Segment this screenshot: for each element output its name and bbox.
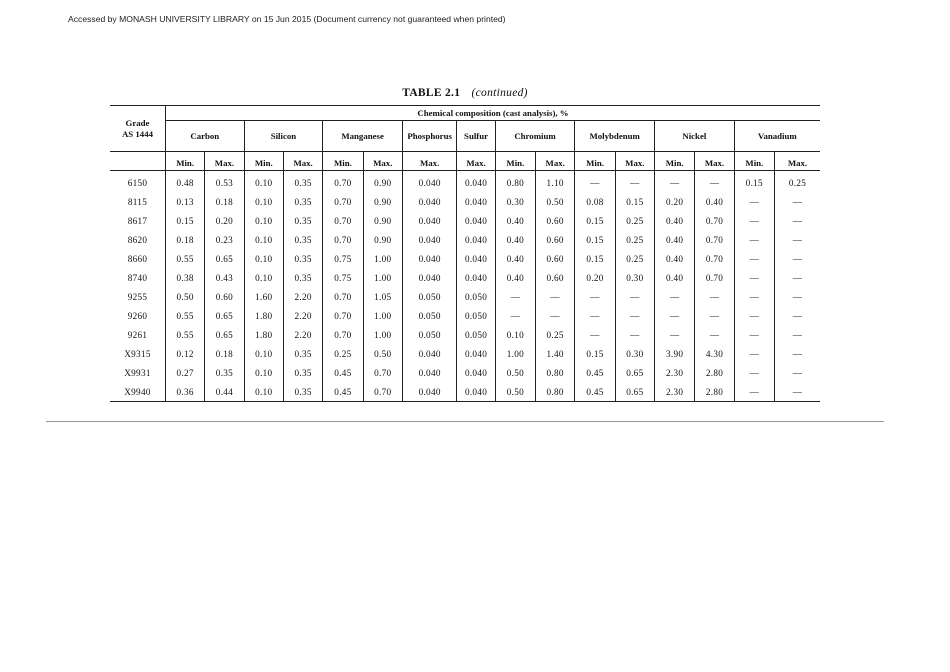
molybdenum-max-cell: 0.25 [615,211,654,230]
chromium-max-cell: 0.25 [536,325,575,344]
carbon-max-cell: 0.23 [205,230,244,249]
molybdenum-max-cell: 0.25 [615,249,654,268]
silicon-min-cell: 0.10 [244,268,283,287]
molybdenum-min-cell: — [575,325,615,344]
nickel-max-cell: 2.80 [695,382,734,402]
carbon-min-cell: 0.55 [165,249,204,268]
vanadium-max-cell: — [774,268,820,287]
molybdenum-min-cell: 0.20 [575,268,615,287]
phosphorus-header: Phosphorus [402,121,456,152]
silicon-min-cell: 1.60 [244,287,283,306]
carbon-max-cell: 0.18 [205,344,244,363]
vanadium-min-cell: — [734,230,774,249]
molybdenum-max-cell: — [615,306,654,325]
silicon-min-cell: 0.10 [244,192,283,211]
manganese-max-cell: 0.70 [363,382,402,402]
molybdenum-min-cell: 0.08 [575,192,615,211]
molybdenum-max-cell: — [615,287,654,306]
grade-cell: 9260 [127,310,148,321]
nickel-max-header: Max. [695,152,734,171]
chromium-min-cell: 0.40 [495,268,535,287]
vanadium-min-cell: 0.15 [734,171,774,193]
manganese-min-cell: 0.45 [323,382,363,402]
manganese-min-cell: 0.25 [323,344,363,363]
sulfur-header: Sulfur [457,121,495,152]
chromium-max-cell: — [536,287,575,306]
carbon-min-cell: 0.48 [165,171,204,193]
phosphorus-max-cell: 0.040 [402,363,456,382]
table-label: TABLE 2.1 [402,87,461,99]
nickel-min-cell: — [655,287,695,306]
phosphorus-max-cell: 0.040 [402,192,456,211]
table-row [110,171,820,193]
molybdenum-min-cell: 0.45 [575,382,615,402]
molybdenum-min-cell: 0.15 [575,211,615,230]
grade-cell: 6150 [127,177,148,188]
table-row [110,306,820,325]
table-row [110,268,820,287]
grade-subheader-blank [110,152,165,171]
phosphorus-max-cell: 0.040 [402,171,456,193]
vanadium-min-cell: — [734,268,774,287]
table-row [110,325,820,344]
nickel-min-cell: 0.40 [655,230,695,249]
nickel-max-cell: — [695,325,734,344]
nickel-header: Nickel [655,121,735,152]
manganese-max-cell: 0.90 [363,211,402,230]
manganese-max-cell: 0.90 [363,192,402,211]
chromium-max-cell: 0.80 [536,382,575,402]
vanadium-max-cell: — [774,287,820,306]
carbon-max-cell: 0.35 [205,363,244,382]
vanadium-min-cell: — [734,249,774,268]
sulfur-max-cell: 0.050 [457,325,495,344]
phosphorus-max-cell: 0.040 [402,230,456,249]
nickel-max-cell: — [695,306,734,325]
manganese-min-cell: 0.75 [323,268,363,287]
manganese-min-cell: 0.70 [323,306,363,325]
nickel-min-cell: — [655,171,695,193]
silicon-max-cell: 2.20 [283,287,322,306]
silicon-max-cell: 0.35 [283,171,322,193]
chromium-min-cell: 0.50 [495,382,535,402]
table-title [110,87,820,99]
vanadium-max-cell: — [774,211,820,230]
manganese-max-cell: 0.70 [363,363,402,382]
table-row [110,382,820,402]
grade-cell: X9315 [124,348,151,359]
nickel-min-header: Min. [655,152,695,171]
vanadium-max-header: Max. [774,152,820,171]
chromium-max-cell: 0.60 [536,268,575,287]
molybdenum-min-cell: 0.15 [575,344,615,363]
molybdenum-max-cell: 0.65 [615,363,654,382]
sulfur-max-cell: 0.040 [457,211,495,230]
silicon-max-cell: 0.35 [283,230,322,249]
carbon-min-cell: 0.50 [165,287,204,306]
sulfur-max-cell: 0.040 [457,344,495,363]
chromium-max-cell: — [536,306,575,325]
manganese-min-header: Min. [323,152,363,171]
table-row [110,192,820,211]
carbon-min-cell: 0.36 [165,382,204,402]
vanadium-min-header: Min. [734,152,774,171]
sulfur-max-cell: 0.040 [457,363,495,382]
manganese-min-cell: 0.70 [323,211,363,230]
silicon-max-cell: 0.35 [283,192,322,211]
silicon-min-cell: 1.80 [244,306,283,325]
sulfur-max-cell: 0.040 [457,268,495,287]
chromium-max-cell: 0.60 [536,230,575,249]
carbon-min-cell: 0.15 [165,211,204,230]
silicon-min-header: Min. [244,152,283,171]
manganese-max-cell: 1.05 [363,287,402,306]
manganese-max-cell: 1.00 [363,268,402,287]
access-notice: Accessed by MONASH UNIVERSITY LIBRARY on 15 Jun 2015 (Document currency not guaranteed when printed) [68,14,506,24]
vanadium-max-cell: — [774,382,820,402]
carbon-min-cell: 0.38 [165,268,204,287]
nickel-max-cell: 4.30 [695,344,734,363]
chromium-min-cell: — [495,287,535,306]
table-body [110,171,820,402]
manganese-max-cell: 1.00 [363,249,402,268]
manganese-min-cell: 0.70 [323,287,363,306]
chemical-composition-header: Chemical composition (cast analysis), % [165,106,820,121]
silicon-min-cell: 0.10 [244,230,283,249]
grade-cell: X9931 [124,367,151,378]
silicon-max-cell: 2.20 [283,306,322,325]
carbon-max-cell: 0.44 [205,382,244,402]
vanadium-max-cell: — [774,249,820,268]
nickel-min-cell: 0.20 [655,192,695,211]
molybdenum-min-cell: — [575,287,615,306]
molybdenum-min-cell: — [575,171,615,193]
grade-cell: X9940 [124,386,151,397]
carbon-min-header: Min. [165,152,204,171]
chromium-max-cell: 1.40 [536,344,575,363]
molybdenum-max-cell: — [615,171,654,193]
carbon-max-cell: 0.20 [205,211,244,230]
vanadium-max-cell: — [774,325,820,344]
molybdenum-max-cell: 0.65 [615,382,654,402]
carbon-min-cell: 0.55 [165,306,204,325]
sulfur-max-cell: 0.040 [457,171,495,193]
vanadium-min-cell: — [734,325,774,344]
chromium-min-cell: 0.10 [495,325,535,344]
molybdenum-min-cell: 0.15 [575,230,615,249]
vanadium-min-cell: — [734,363,774,382]
nickel-min-cell: 0.40 [655,211,695,230]
chromium-min-cell: 0.40 [495,230,535,249]
sulfur-max-cell: 0.050 [457,306,495,325]
silicon-min-cell: 0.10 [244,382,283,402]
phosphorus-max-cell: 0.040 [402,211,456,230]
vanadium-min-cell: — [734,306,774,325]
chromium-max-cell: 0.60 [536,249,575,268]
nickel-max-cell: 0.70 [695,230,734,249]
molybdenum-max-cell: 0.25 [615,230,654,249]
silicon-max-cell: 2.20 [283,325,322,344]
phosphorus-max-cell: 0.040 [402,344,456,363]
silicon-max-cell: 0.35 [283,268,322,287]
vanadium-min-cell: — [734,382,774,402]
molybdenum-max-header: Max. [615,152,654,171]
silicon-min-cell: 0.10 [244,344,283,363]
nickel-min-cell: — [655,306,695,325]
carbon-max-cell: 0.65 [205,249,244,268]
vanadium-min-cell: — [734,344,774,363]
chromium-max-cell: 0.50 [536,192,575,211]
grade-cell: 8660 [127,253,148,264]
manganese-min-cell: 0.45 [323,363,363,382]
nickel-max-cell: 0.40 [695,192,734,211]
grade-cell: 8617 [127,215,148,226]
grade-cell: 9255 [127,291,148,302]
table-row [110,230,820,249]
nickel-min-cell: 2.30 [655,382,695,402]
table-row [110,287,820,306]
chromium-max-header: Max. [536,152,575,171]
chromium-min-cell: 0.50 [495,363,535,382]
molybdenum-max-cell: — [615,325,654,344]
grade-cell: 9261 [127,329,148,340]
silicon-min-cell: 1.80 [244,325,283,344]
manganese-max-header: Max. [363,152,402,171]
sulfur-max-cell: 0.040 [457,382,495,402]
table-row [110,363,820,382]
chromium-min-cell: 0.40 [495,211,535,230]
nickel-min-cell: 2.30 [655,363,695,382]
grade-header [110,106,165,152]
chromium-min-cell: 1.00 [495,344,535,363]
silicon-max-cell: 0.35 [283,382,322,402]
silicon-min-cell: 0.10 [244,211,283,230]
vanadium-max-cell: — [774,344,820,363]
silicon-max-cell: 0.35 [283,211,322,230]
phosphorus-max-cell: 0.040 [402,249,456,268]
nickel-min-cell: 0.40 [655,268,695,287]
molybdenum-max-cell: 0.15 [615,192,654,211]
carbon-max-cell: 0.65 [205,325,244,344]
phosphorus-max-cell: 0.040 [402,268,456,287]
molybdenum-min-header: Min. [575,152,615,171]
table-row [110,211,820,230]
manganese-max-cell: 0.90 [363,171,402,193]
manganese-max-cell: 0.90 [363,230,402,249]
manganese-max-cell: 1.00 [363,306,402,325]
carbon-min-cell: 0.12 [165,344,204,363]
chromium-min-cell: 0.40 [495,249,535,268]
manganese-min-cell: 0.70 [323,325,363,344]
chromium-min-cell: — [495,306,535,325]
grade-cell: 8620 [127,234,148,245]
page-divider [46,421,884,422]
silicon-max-cell: 0.35 [283,249,322,268]
nickel-max-cell: — [695,171,734,193]
vanadium-min-cell: — [734,287,774,306]
grade-header-line1: Grade [125,117,150,128]
manganese-max-cell: 0.50 [363,344,402,363]
molybdenum-min-cell: 0.15 [575,249,615,268]
carbon-header: Carbon [165,121,244,152]
vanadium-max-cell: 0.25 [774,171,820,193]
chromium-min-cell: 0.80 [495,171,535,193]
silicon-max-cell: 0.35 [283,363,322,382]
nickel-min-cell: 0.40 [655,249,695,268]
manganese-header: Manganese [323,121,403,152]
carbon-max-cell: 0.60 [205,287,244,306]
vanadium-max-cell: — [774,363,820,382]
table-row [110,344,820,363]
chromium-min-header: Min. [495,152,535,171]
grade-header-line2: AS 1444 [121,128,153,139]
manganese-min-cell: 0.75 [323,249,363,268]
molybdenum-max-cell: 0.30 [615,268,654,287]
chromium-header: Chromium [495,121,575,152]
silicon-header: Silicon [244,121,323,152]
sulfur-max-cell: 0.040 [457,230,495,249]
table-row [110,249,820,268]
carbon-max-cell: 0.53 [205,171,244,193]
vanadium-max-cell: — [774,192,820,211]
carbon-min-cell: 0.55 [165,325,204,344]
carbon-max-cell: 0.18 [205,192,244,211]
chromium-max-cell: 1.10 [536,171,575,193]
sulfur-max-cell: 0.050 [457,287,495,306]
chemical-composition-table [110,105,820,402]
phosphorus-max-cell: 0.050 [402,287,456,306]
carbon-max-cell: 0.43 [205,268,244,287]
silicon-max-cell: 0.35 [283,344,322,363]
nickel-min-cell: — [655,325,695,344]
nickel-max-cell: — [695,287,734,306]
nickel-min-cell: 3.90 [655,344,695,363]
chromium-max-cell: 0.80 [536,363,575,382]
carbon-min-cell: 0.18 [165,230,204,249]
molybdenum-header: Molybdenum [575,121,655,152]
chromium-max-cell: 0.60 [536,211,575,230]
sulfur-max-cell: 0.040 [457,249,495,268]
silicon-min-cell: 0.10 [244,249,283,268]
manganese-min-cell: 0.70 [323,171,363,193]
silicon-min-cell: 0.10 [244,363,283,382]
carbon-max-header: Max. [205,152,244,171]
molybdenum-min-cell: — [575,306,615,325]
phosphorus-max-header: Max. [402,152,456,171]
nickel-max-cell: 0.70 [695,211,734,230]
vanadium-header: Vanadium [734,121,820,152]
sulfur-max-cell: 0.040 [457,192,495,211]
vanadium-min-cell: — [734,192,774,211]
molybdenum-min-cell: 0.45 [575,363,615,382]
nickel-max-cell: 0.70 [695,268,734,287]
chromium-min-cell: 0.30 [495,192,535,211]
manganese-min-cell: 0.70 [323,230,363,249]
manganese-max-cell: 1.00 [363,325,402,344]
grade-cell: 8115 [127,196,148,207]
grade-cell: 8740 [127,272,148,283]
vanadium-max-cell: — [774,306,820,325]
nickel-max-cell: 0.70 [695,249,734,268]
table-continued: (continued) [471,87,528,99]
vanadium-max-cell: — [774,230,820,249]
nickel-max-cell: 2.80 [695,363,734,382]
carbon-min-cell: 0.13 [165,192,204,211]
carbon-max-cell: 0.65 [205,306,244,325]
sulfur-max-header: Max. [457,152,495,171]
manganese-min-cell: 0.70 [323,192,363,211]
carbon-min-cell: 0.27 [165,363,204,382]
vanadium-min-cell: — [734,211,774,230]
molybdenum-max-cell: 0.30 [615,344,654,363]
phosphorus-max-cell: 0.050 [402,325,456,344]
phosphorus-max-cell: 0.040 [402,382,456,402]
phosphorus-max-cell: 0.050 [402,306,456,325]
silicon-min-cell: 0.10 [244,171,283,193]
silicon-max-header: Max. [283,152,322,171]
